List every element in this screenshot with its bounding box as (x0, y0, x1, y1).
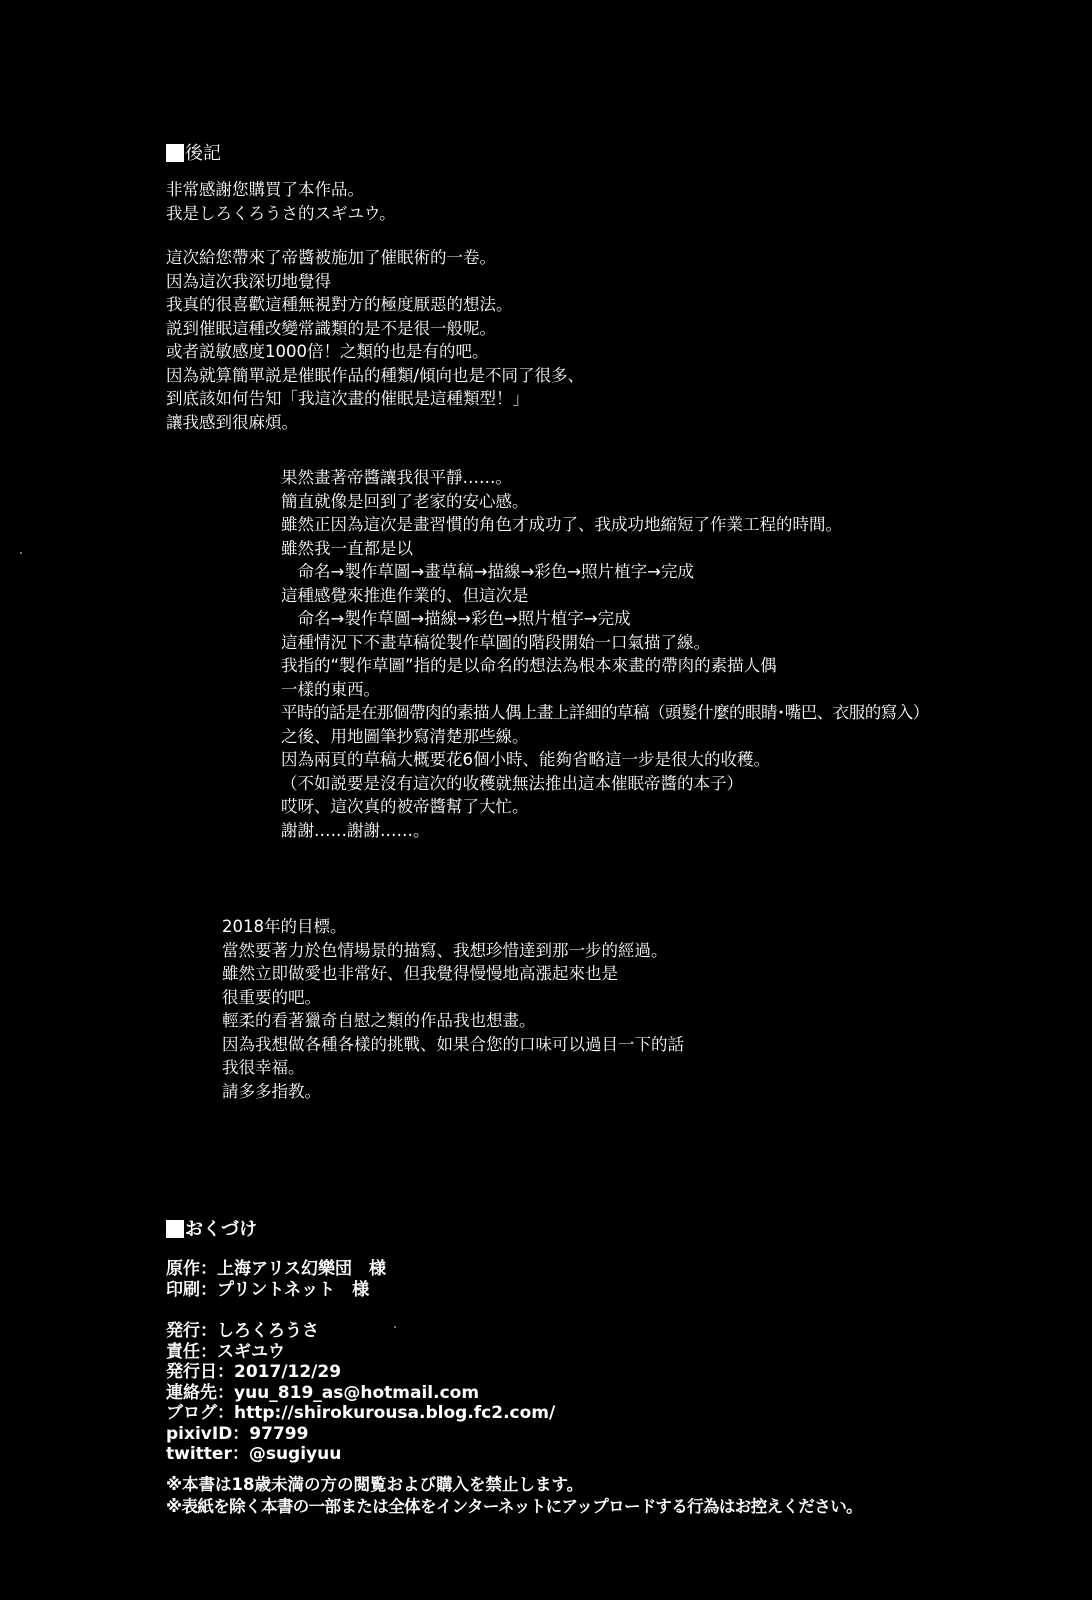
text-line: 因為這次我深切地覺得 (166, 271, 331, 291)
text-line: 請多多指教。 (222, 1081, 321, 1101)
text-line: 或者説敏感度1000倍！之類的也是有的吧。 (166, 342, 489, 361)
text-line: 一樣的東西。 (281, 679, 380, 699)
text-line: 果然畫著帝醬讓我很平靜……。 (281, 468, 512, 487)
text-line: 到底該如何告知「我這次畫的催眠是這種類型！」 (166, 389, 529, 408)
text-line: 這種情況下不畫草稿從製作草圖的階段開始一口氣描了線。 (281, 632, 710, 652)
text-line: 連絡先：yuu_819_as@hotmail.com (166, 1382, 480, 1403)
text-line: 雖然正因為這次是畫習慣的角色才成功了、我成功地縮短了作業工程的時間。 (281, 515, 842, 534)
text-line: twitter：@sugiyuu (166, 1444, 342, 1464)
square-bullet-icon (166, 144, 184, 162)
text-line: 雖然立即做愛也非常好、但我覺得慢慢地高漲起來也是 (222, 964, 618, 983)
text-line: ブログ：http://shirokurousa.blog.fc2.com/ (166, 1403, 556, 1423)
colophon-publisher-info (166, 1321, 555, 1465)
text-line: 我是しろくろうさ的スギユウ。 (166, 203, 396, 223)
text-line: 之後、用地圖筆抄寫清楚那些線。 (281, 726, 529, 746)
colophon-credits (166, 1259, 386, 1300)
text-line: 哎呀、這次真的被帝醬幫了大忙。 (281, 797, 529, 816)
text-line: （不如説要是沒有這次的收穫就無法推出這本催眠帝醬的本子） (281, 773, 743, 793)
scan-speck (394, 1326, 396, 1328)
text-line: 説到催眠這種改變常識類的是不是很一般呢。 (166, 318, 496, 338)
paragraph-intro (166, 246, 584, 434)
text-line: 很重要的吧。 (222, 987, 321, 1007)
text-line: 命名→製作草圖→畫草稿→描線→彩色→照片植字→完成 (281, 562, 694, 581)
text-line: 因為就算簡單説是催眠作品的種類/傾向也是不同了很多、 (166, 365, 585, 385)
paragraph-goals (222, 915, 684, 1103)
colophon-heading-text: おくづけ (185, 1219, 257, 1240)
text-line: 這次給您帶來了帝醬被施加了催眠術的一卷。 (166, 248, 496, 267)
text-line: 我指的“製作草圖”指的是以命名的想法為根本來畫的帶肉的素描人偶 (281, 656, 777, 675)
paragraph-workflow (281, 466, 929, 842)
colophon-heading (166, 1218, 257, 1242)
text-line: 非常感謝您購買了本作品。 (166, 180, 364, 199)
greeting-block (166, 178, 396, 225)
text-line: 平時的話是在那個帶肉的素描人偶上畫上詳細的草稿（頭髮什麼的眼睛･嘴巴、衣服的寫入） (281, 703, 929, 722)
text-line: 雖然我一直都是以 (281, 538, 413, 558)
text-line: 輕柔的看著獵奇自慰之類的作品我也想畫。 (222, 1011, 536, 1030)
text-line: 2018年的目標。 (222, 917, 347, 936)
text-line: 因為我想做各種各樣的挑戰、如果合您的口味可以過目一下的話 (222, 1034, 684, 1054)
text-line: 発行日：2017/12/29 (166, 1362, 342, 1382)
text-line: 因為兩頁的草稿大概要花6個小時、能夠省略這一步是很大的收穫。 (281, 750, 770, 769)
afterword-heading (166, 142, 221, 166)
afterword-heading-text: 後記 (185, 143, 221, 164)
text-line: 発行：しろくろうさ (166, 1321, 319, 1341)
text-line: 印刷：プリントネット 様 (166, 1279, 370, 1300)
text-line: ※表紙を除く本書の一部または全体をインターネットにアップロードする行為はお控えください。 (166, 1497, 863, 1516)
text-line: 我真的很喜歡這種無視對方的極度厭惡的想法。 (166, 295, 513, 314)
square-bullet-icon (166, 1220, 184, 1238)
text-line: 簡直就像是回到了老家的安心感。 (281, 491, 529, 511)
text-line: 當然要著力於色情場景的描寫、我想珍惜達到那一步的經過。 (222, 940, 668, 960)
text-line: 命名→製作草圖→描線→彩色→照片植字→完成 (281, 609, 631, 628)
text-line: pixivID：97799 (166, 1423, 309, 1444)
colophon-notices (166, 1474, 862, 1518)
text-line: ※本書は18歳未満の方の閲覧および購入を禁止します。 (166, 1475, 584, 1494)
text-line: 謝謝……謝謝……。 (281, 820, 430, 840)
text-line: 讓我感到很麻煩。 (166, 412, 298, 432)
text-line: 我很幸福。 (222, 1058, 305, 1077)
text-line: 原作：上海アリス幻樂団 様 (166, 1259, 386, 1279)
text-line: 責任：スギユウ (166, 1341, 285, 1362)
scan-speck (20, 552, 22, 554)
text-line: 這種感覺來推進作業的、但這次是 (281, 585, 529, 605)
